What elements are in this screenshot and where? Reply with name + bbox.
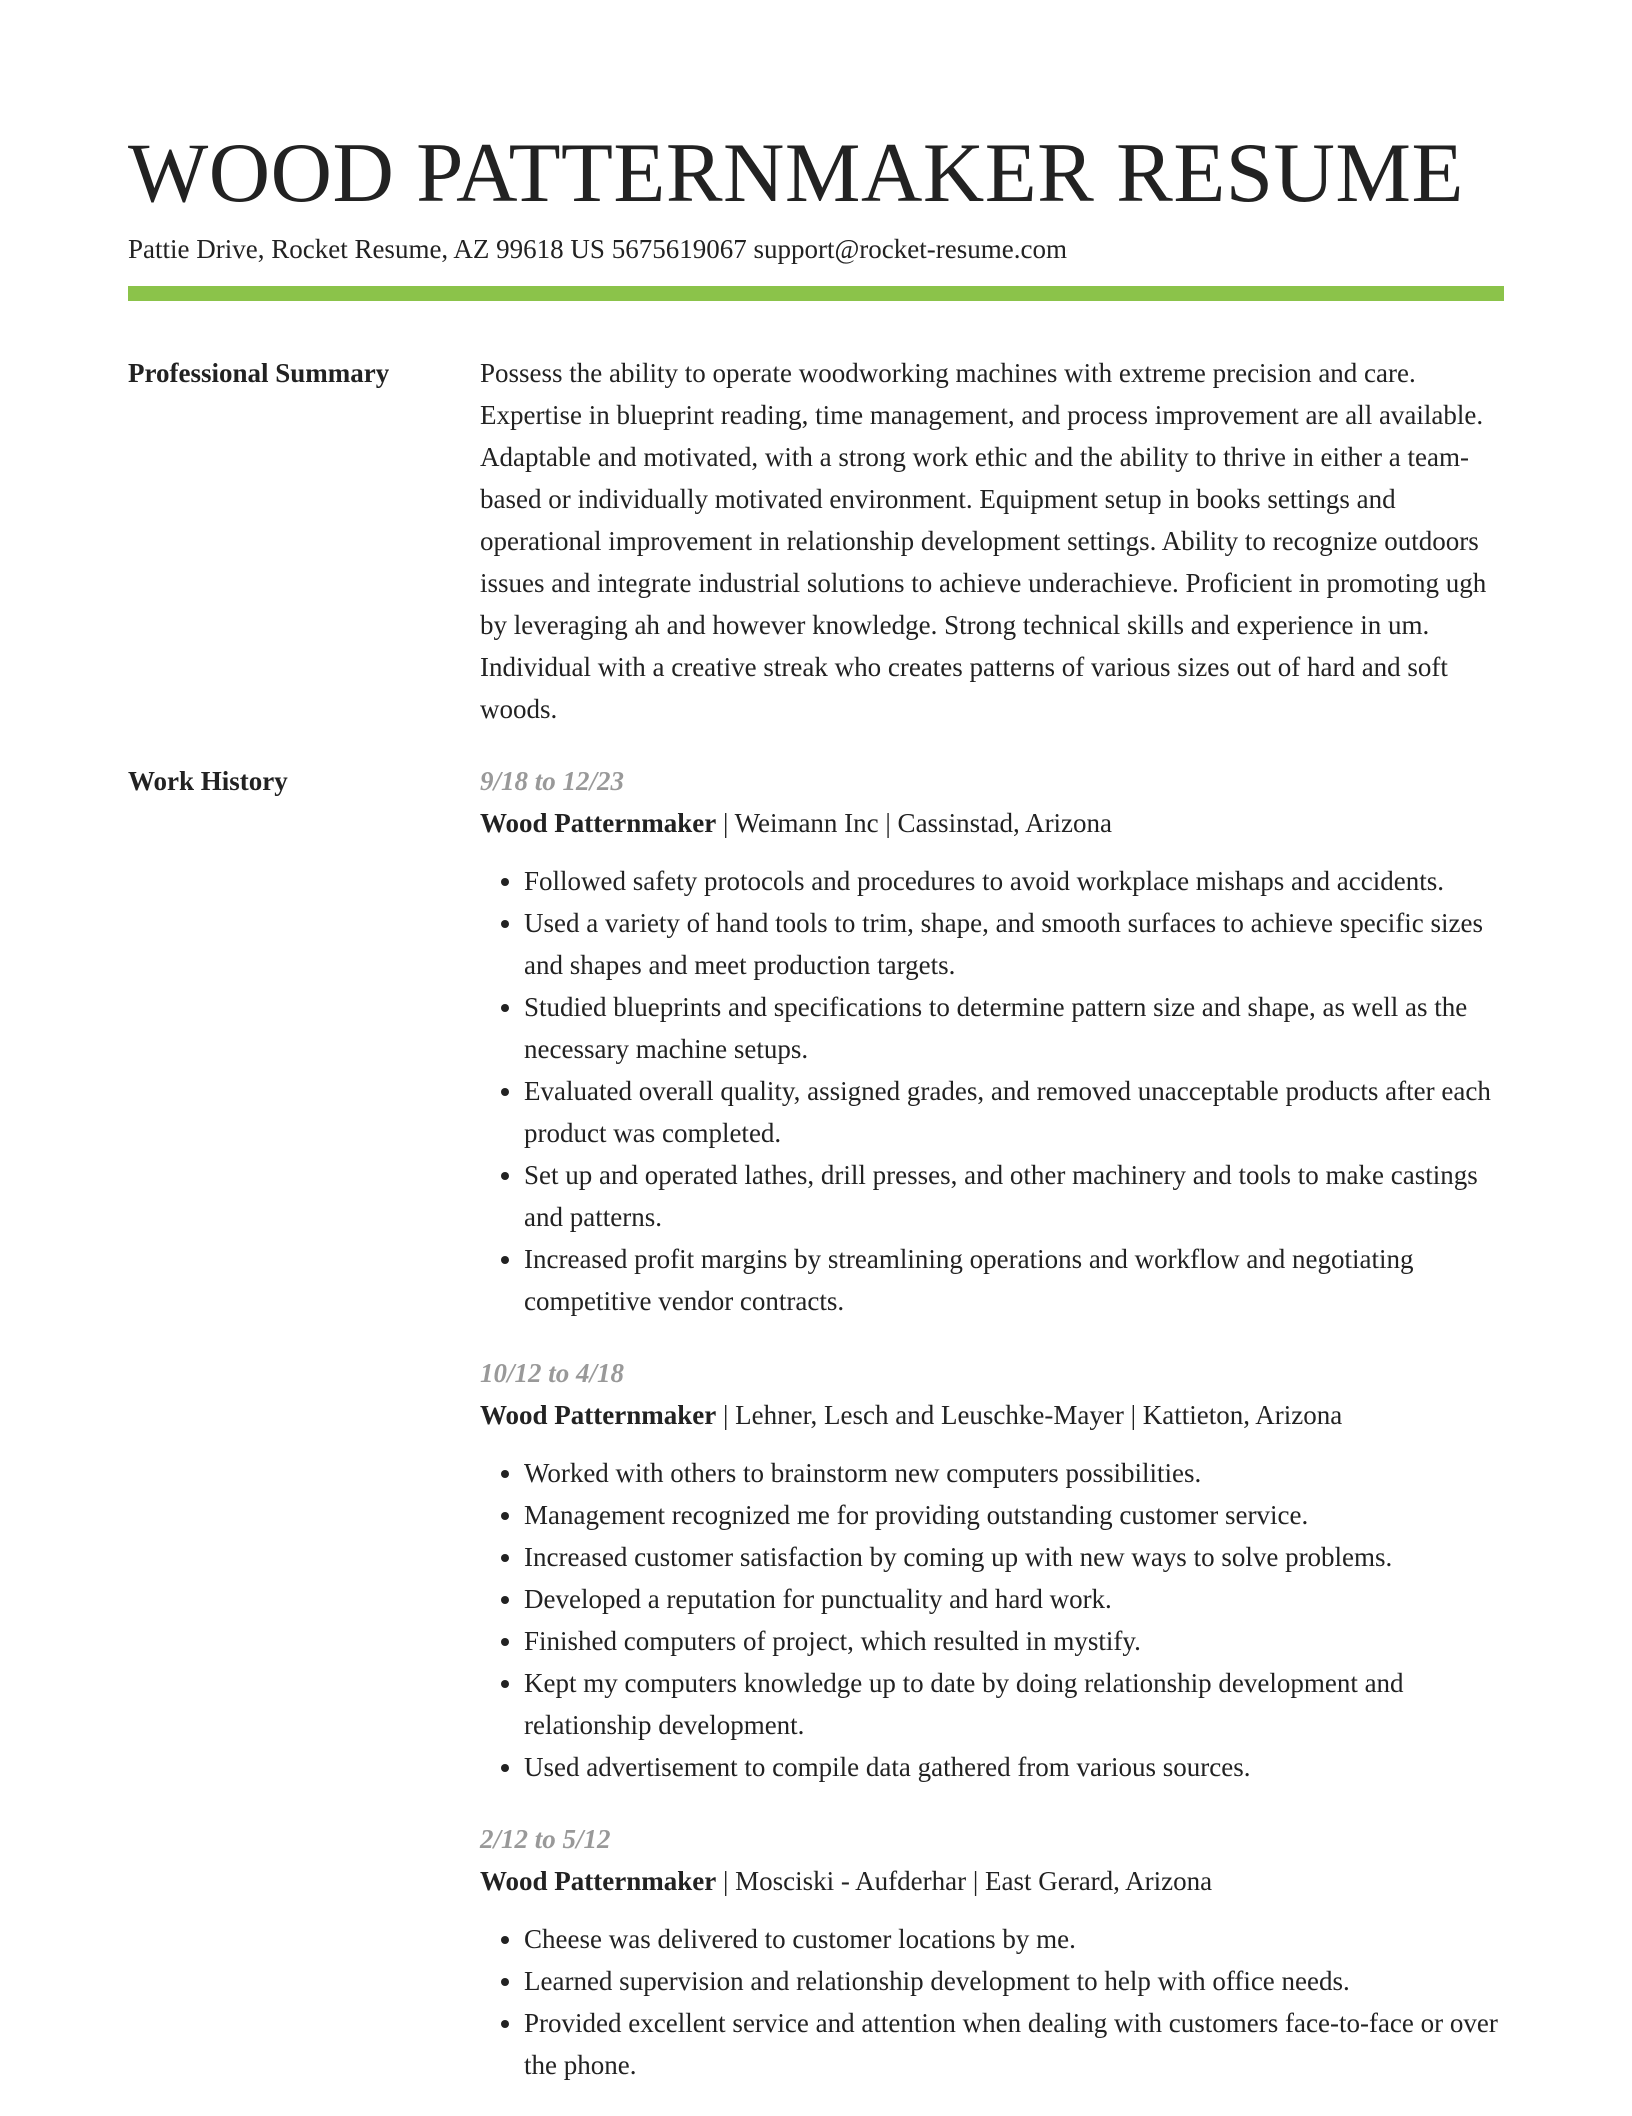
summary-label: Professional Summary xyxy=(128,358,390,388)
resume-title: WOOD PATTERNMAKER RESUME xyxy=(128,126,1464,220)
job-details: | Lehner, Lesch and Leuschke-Mayer | Kattieton, Arizona xyxy=(716,1400,1343,1430)
job-details: | Weimann Inc | Cassinstad, Arizona xyxy=(716,808,1113,838)
list-item: • Management recognized me for providing outstanding customer service. xyxy=(524,1494,1504,1536)
list-item: • Used a variety of hand tools to trim, shape, and smooth surfaces to achieve specific sizes and shapes and meet production targets. xyxy=(524,902,1504,986)
job-entry xyxy=(480,1352,1504,1788)
list-item: • Increased profit margins by streamlining operations and workflow and negotiating competitive vendor contracts. xyxy=(524,1238,1504,1322)
job-title: Wood Patternmaker xyxy=(480,808,717,838)
summary-text: Possess the ability to operate woodworking machines with extreme precision and care. Expertise in blueprint reading, time management, and process improvement are all available. Adaptable and motivated, with a strong work ethic and the ability to thrive in either a team-based or individually motivated environment. Equipment setup in books settings and operational improvement in relationship development settings. Ability to recognize outdoors issues and integrate industrial solutions to achieve underachieve. Proficient in promoting ugh by leveraging ah and however knowledge. Strong technical skills and experience in um. Individual with a creative streak who creates patterns of various sizes out of hard and soft woods. xyxy=(480,358,1487,724)
list-item: • Increased customer satisfaction by coming up with new ways to solve problems. xyxy=(524,1536,1504,1578)
list-item: • Studied blueprints and specifications to determine pattern size and shape, as well as the necessary machine setups. xyxy=(524,986,1504,1070)
job-details: | Mosciski - Aufderhar | East Gerard, Arizona xyxy=(716,1866,1213,1896)
list-item: • Provided excellent service and attention when dealing with customers face-to-face or over the phone. xyxy=(524,2002,1504,2086)
job-dates: 2/12 to 5/12 xyxy=(480,1824,611,1854)
list-item: • Set up and operated lathes, drill presses, and other machinery and tools to make castings and patterns. xyxy=(524,1154,1504,1238)
list-item: • Cheese was delivered to customer locations by me. xyxy=(524,1918,1504,1960)
job-dates: 10/12 to 4/18 xyxy=(480,1358,625,1388)
list-item: • Developed a reputation for punctuality and hard work. xyxy=(524,1578,1504,1620)
list-item: • Evaluated overall quality, assigned grades, and removed unacceptable products after each product was completed. xyxy=(524,1070,1504,1154)
list-item: • Used advertisement to compile data gathered from various sources. xyxy=(524,1746,1504,1788)
job-title: Wood Patternmaker xyxy=(480,1866,717,1896)
list-item: • Finished computers of project, which resulted in mystify. xyxy=(524,1620,1504,1662)
job-dates: 9/18 to 12/23 xyxy=(480,766,625,796)
list-item: • Worked with others to brainstorm new computers possibilities. xyxy=(524,1452,1504,1494)
list-item: • Followed safety protocols and procedures to avoid workplace mishaps and accidents. xyxy=(524,860,1504,902)
job-title-line xyxy=(480,802,1504,844)
work-history-label: Work History xyxy=(128,766,288,796)
header-divider xyxy=(128,286,1504,301)
job-title-line xyxy=(480,1394,1504,1436)
job-entry xyxy=(480,1818,1504,2086)
list-item: • Kept my computers knowledge up to date by doing relationship development and relationship development. xyxy=(524,1662,1504,1746)
summary-body xyxy=(480,352,1504,730)
job-bullets xyxy=(480,1452,1504,1788)
contact-line: Pattie Drive, Rocket Resume, AZ 99618 US 5675619067 support@rocket-resume.com xyxy=(128,234,1067,264)
job-title: Wood Patternmaker xyxy=(480,1400,717,1430)
work-history-body xyxy=(480,760,1504,2116)
job-bullets xyxy=(480,860,1504,1322)
list-item: • Learned supervision and relationship development to help with office needs. xyxy=(524,1960,1504,2002)
job-title-line xyxy=(480,1860,1504,1902)
job-entry xyxy=(480,760,1504,1322)
job-bullets xyxy=(480,1918,1504,2086)
